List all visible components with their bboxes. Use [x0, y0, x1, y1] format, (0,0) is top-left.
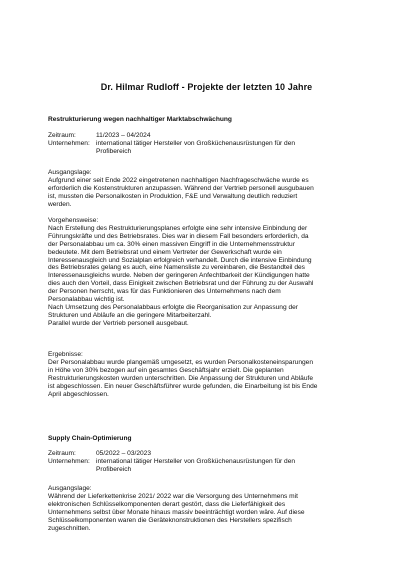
ergebnisse-line: April abgeschlossen.: [48, 390, 109, 398]
vorgehensweise-line: Nach Umsetzung des Personalabbaus erfolgte die Reorganisation zur Anpassung der: [48, 303, 298, 311]
unternehmen-value: international tätiger Hersteller von Großküchenausrüstungen für den: [96, 139, 296, 147]
ergebnisse-line: ist abgeschlossen. Ein neuer Geschäftsführer wurde gefunden, die Einarbeitung ist bis Ende: [48, 382, 318, 390]
vorgehensweise-line: der Personen herrscht, was für das Funktionieren des Unternehmens nach dem: [48, 288, 281, 296]
vorgehensweise-line: Führungskräfte und des Betriebsrates. Dies war in diesem Fall besonders erforderlich, da: [48, 232, 309, 240]
ergebnisse-line: in Höhe von 30% bezogen auf ein gesamtes Geschäftsjahr erzielt. Die geplanten: [48, 366, 284, 374]
ausgangslage-line: Schlüsselkomponenten waren die Geräteknonstruktionen des Herstellers spezifisch: [48, 516, 292, 524]
ausgangslage-block-supply-chain: [48, 485, 366, 532]
vorgehensweise-line: Interessenausgleich und Sozialplan erfolgreich verhandelt. Durch die intensive Einbindung: [48, 256, 312, 264]
ausgangslage-block: [48, 169, 366, 209]
ausgangslage-line: Unternehmens selbst über Monate hinaus massiv beeinträchtigt worden wäre. Auf diese: [48, 508, 305, 516]
ausgangslage-line: Während der Lieferkettenkrise 2021/ 2022 war die Versorgung des Unternehmens mit: [48, 492, 298, 500]
ausgangslage-line: erforderlich die Kostenstrukturen anzupassen. Während der Vertrieb personell ausgubauen: [48, 184, 314, 192]
section-meta-restrukturierung: [48, 132, 366, 156]
unternehmen-value-cont: Profibereich: [96, 465, 132, 473]
ausgangslage-line: werden.: [48, 200, 72, 208]
ergebnisse-label: Ergebnisse:: [48, 351, 83, 358]
section-meta-supply-chain: [48, 450, 366, 474]
zeitraum-value: 05/2022 – 03/2023: [96, 450, 152, 457]
ergebnisse-line: Restrukturierungskosten wurden unterschritten. Die Anpassung der Strukturen und Abläufe: [48, 374, 314, 382]
vorgehensweise-line: der Personalabbau um ca. 30% einen massiven Eingriff in die Unternehmensstruktur: [48, 240, 295, 248]
vorgehensweise-line: dies auch den Vorteil, dass Einigkeit zwischen Betriebsrat und der Führung zu der Auswahl: [48, 280, 314, 288]
ausgangslage-line: zugeschnitten.: [48, 524, 91, 532]
zeitraum-label: Zeitraum:: [48, 450, 76, 457]
ausgangslage-line: Aufgrund einer seit Ende 2022 eingetretenen nachhaltigen Nachfrageschwäche wurde es: [48, 176, 309, 184]
vorgehensweise-line: Nach Erstellung des Restrukturierungsplanes erfolgte eine sehr intensive Einbindung der: [48, 224, 308, 232]
ergebnisse-line: Der Personalabbau wurde plangemäß umgesetzt, es wurden Personalkosteneinsparungen: [48, 358, 314, 366]
vorgehensweise-line: Parallel wurde der Vertrieb personell ausgebaut.: [48, 319, 189, 327]
vorgehensweise-label: Vorgehensweise:: [48, 217, 99, 224]
zeitraum-label: Zeitraum:: [48, 132, 76, 139]
vorgehensweise-line: bedeutete. Mit dem Betriebsrat und einem Vertreter der Gewerkschaft wurde ein: [48, 248, 282, 256]
ausgangslage-line: ist, mussten die Personalkosten in Produktion, F&E und Verwaltung deutlich reduziert: [48, 192, 298, 200]
zeitraum-value: 11/2023 – 04/2024: [96, 132, 151, 139]
page-title: Dr. Hilmar Rudloff - Projekte der letzten 10 Jahre: [100, 82, 313, 92]
vorgehensweise-block: [48, 217, 366, 328]
vorgehensweise-line: Personalabbau wichtig ist.: [48, 296, 125, 304]
unternehmen-value: international tätiger Hersteller von Großküchenausrüstungen für den: [96, 457, 296, 465]
vorgehensweise-line: Strukturen und Abläufe an die geringere Mitarbeiterzahl.: [48, 311, 212, 319]
unternehmen-label: Unternehmen:: [48, 139, 90, 147]
section-heading-restrukturierung: Restrukturierung wegen nachhaltiger Marktabschwächung: [48, 116, 232, 123]
unternehmen-label: Unternehmen:: [48, 457, 90, 465]
vorgehensweise-line: Interessenausgleichs wurde. Neben der geringeren Anfechtbarkeit der Kündigungen hatte: [48, 272, 310, 280]
unternehmen-value-cont: Profibereich: [96, 147, 132, 155]
ausgangslage-label: Ausgangslage:: [48, 485, 92, 492]
ergebnisse-block: [48, 351, 366, 398]
vorgehensweise-line: des Betriebsrates gelang es auch, eine Namensliste zu vereinbaren, die Bestandteil des: [48, 264, 305, 272]
section-heading-supply-chain: Supply Chain-Optimierung: [48, 435, 132, 442]
ausgangslage-label: Ausgangslage:: [48, 169, 92, 176]
ausgangslage-line: elektronischen Schlüsselkomponenten derart gestört, dass die Lieferfähigkeit des: [48, 500, 286, 508]
